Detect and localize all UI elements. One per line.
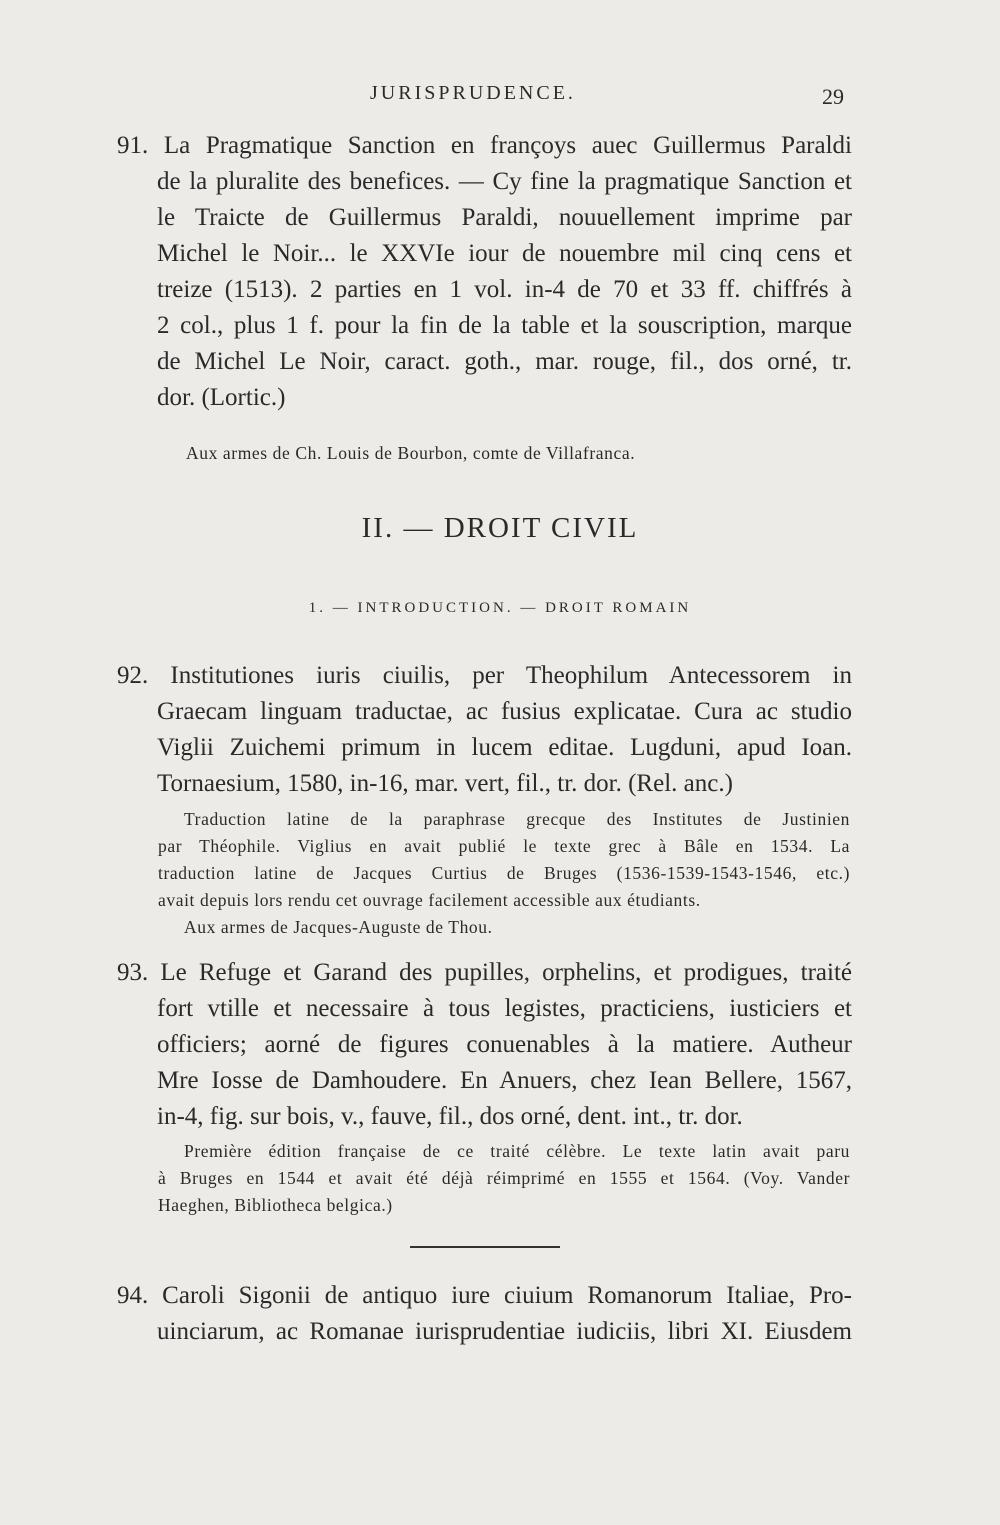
entry-93-line: in-4, fig. sur bois, v., fauve, fil., dos orné, dent. int., tr. dor. — [157, 1103, 743, 1130]
entry-92-line: 92. Institutiones iuris ciuilis, per Theophilum Antecessorem in — [117, 662, 852, 689]
entry-92-note — [158, 806, 850, 941]
entry-93-note-line: à Bruges en 1544 et avait été déjà réimprimé en 1555 et 1564. (Voy. Vander — [158, 1168, 850, 1188]
entry-92-line: Tornaesium, 1580, in-16, mar. vert, fil., tr. dor. (Rel. anc.) — [157, 770, 733, 797]
entry-91-note-line: Aux armes de Ch. Louis de Bourbon, comte de Villafranca. — [186, 443, 636, 463]
subsection-title: 1. — INTRODUCTION. — DROIT ROMAIN — [308, 600, 692, 616]
entry-93 — [117, 955, 852, 1135]
entry-92-note-line: par Théophile. Viglius en avait publié le texte grec à Bâle en 1534. La — [158, 836, 850, 856]
entry-91-line: dor. (Lortic.) — [157, 384, 286, 411]
entry-92-note-line: Aux armes de Jacques-Auguste de Thou. — [184, 917, 493, 937]
entry-91-line: Michel le Noir... le XXVIe iour de nouembre mil cinq cens et — [157, 240, 852, 267]
entry-92-line: Graecam linguam traductae, ac fusius explicatae. Cura ac studio — [157, 698, 852, 725]
entry-92-line: Viglii Zuichemi primum in lucem editae. Lugduni, apud Ioan. — [157, 734, 852, 761]
running-head-title: JURISPRUDENCE. — [370, 82, 576, 104]
entry-93-line: Mre Iosse de Damhoudere. En Anuers, chez Iean Bellere, 1567, — [157, 1067, 852, 1094]
entry-93-note — [158, 1138, 850, 1219]
section-title: II. — DROIT CIVIL — [361, 512, 639, 544]
entry-91 — [117, 128, 852, 416]
entry-94-line: 94. Caroli Sigonii de antiquo iure ciuium Romanorum Italiae, Pro- — [117, 1282, 852, 1309]
running-head — [0, 82, 1000, 112]
entry-91-line: treize (1513). 2 parties en 1 vol. in-4 de 70 et 33 ff. chiffrés à — [157, 276, 852, 303]
entry-93-note-line: Première édition française de ce traité célèbre. Le texte latin avait paru — [184, 1141, 850, 1161]
page-number: 29 — [822, 84, 844, 109]
entry-92-note-line: traduction latine de Jacques Curtius de Bruges (1536-1539-1543-1546, etc.) — [158, 863, 850, 883]
entry-92-note-line: Traduction latine de la paraphrase grecque des Institutes de Justinien — [184, 809, 850, 829]
entry-93-line: fort vtille et necessaire à tous legistes, practiciens, iusticiers et — [157, 995, 852, 1022]
entry-91-line: le Traicte de Guillermus Paraldi, nouuellement imprime par — [157, 204, 852, 231]
section-divider-rule — [410, 1246, 560, 1248]
entry-91-line: 2 col., plus 1 f. pour la fin de la table et la souscription, marque — [157, 312, 852, 339]
entry-93-line: 93. Le Refuge et Garand des pupilles, orphelins, et prodigues, traité — [117, 959, 852, 986]
entry-91-line: 91. La Pragmatique Sanction en françoys auec Guillermus Paraldi — [117, 132, 852, 159]
entry-94-line: uinciarum, ac Romanae iurisprudentiae iudiciis, libri XI. Eiusdem — [157, 1318, 852, 1345]
entry-94 — [117, 1278, 852, 1350]
entry-93-line: officiers; aorné de figures conuenables à la matiere. Autheur — [157, 1031, 852, 1058]
entry-93-note-line: Haeghen, Bibliotheca belgica.) — [158, 1195, 393, 1215]
entry-91-line: de Michel Le Noir, caract. goth., mar. rouge, fil., dos orné, tr. — [157, 348, 852, 375]
entry-92 — [117, 658, 852, 802]
entry-91-line: de la pluralite des benefices. — Cy fine la pragmatique Sanction et — [157, 168, 852, 195]
entry-91-note — [186, 440, 786, 467]
entry-92-note-line: avait depuis lors rendu cet ouvrage facilement accessible aux étudiants. — [158, 890, 701, 910]
